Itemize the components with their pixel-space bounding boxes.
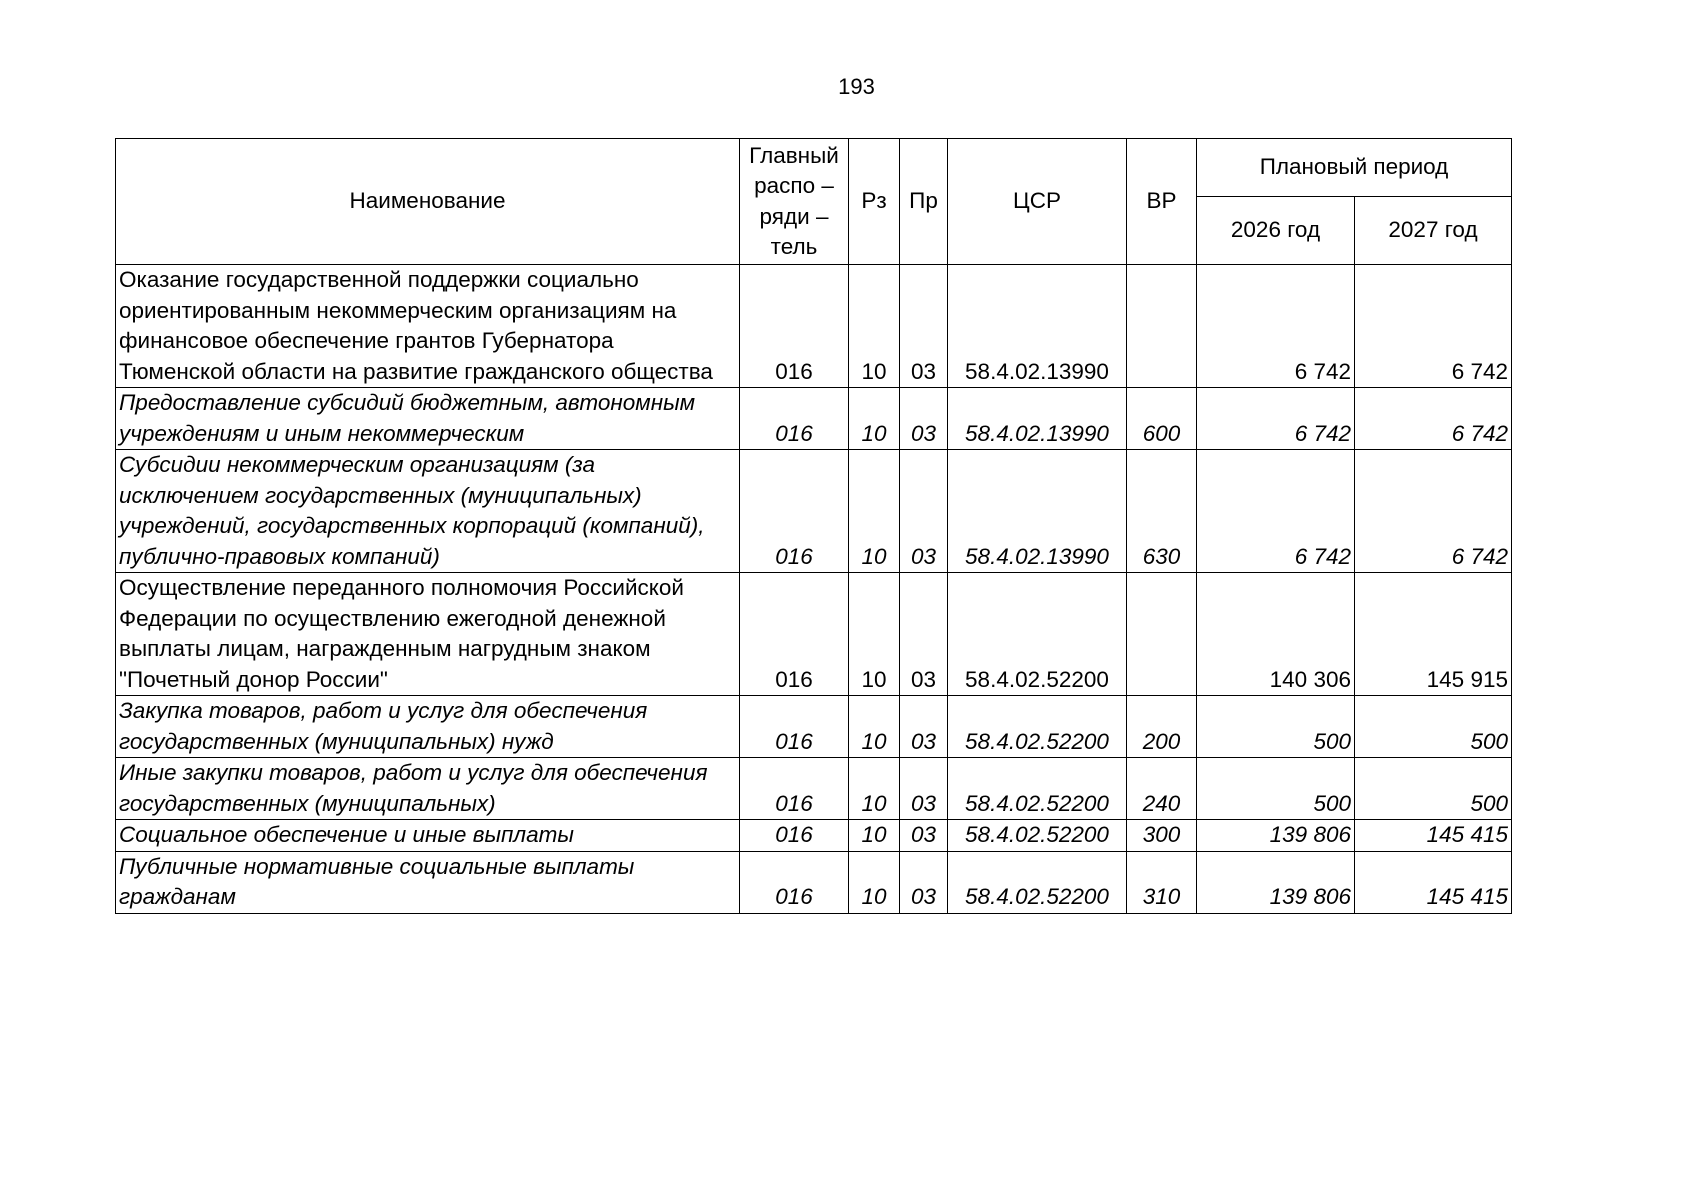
row-name: Субсидии некоммерческим организациям (за исключением государственных (муниципальных) учреждений, государственных корпораций (компаний), публично-правовых компаний)	[116, 450, 740, 573]
row-glavny: 016	[740, 388, 849, 450]
page-number: 193	[838, 74, 875, 99]
table-row	[116, 573, 1512, 696]
row-pr: 03	[900, 758, 948, 820]
table-row	[116, 388, 1512, 450]
row-name: Осуществление переданного полномочия Российской Федерации по осуществлению ежегодной денежной выплаты лицам, награжденным нагрудным знаком "Почетный донор России"	[116, 573, 740, 696]
row-glavny: 016	[740, 265, 849, 388]
row-rz: 10	[849, 573, 900, 696]
row-2026: 6 742	[1197, 388, 1355, 450]
row-name: Предоставление субсидий бюджетным, автономным учреждениям и иным некоммерческим	[116, 388, 740, 450]
row-csr: 58.4.02.52200	[948, 573, 1127, 696]
row-pr: 03	[900, 820, 948, 852]
row-2026: 139 806	[1197, 820, 1355, 852]
row-2027: 6 742	[1355, 265, 1512, 388]
row-pr: 03	[900, 388, 948, 450]
row-2026: 6 742	[1197, 450, 1355, 573]
row-vr	[1127, 265, 1197, 388]
table-row	[116, 851, 1512, 913]
row-pr: 03	[900, 573, 948, 696]
row-csr: 58.4.02.52200	[948, 820, 1127, 852]
row-2027: 145 915	[1355, 573, 1512, 696]
row-rz: 10	[849, 851, 900, 913]
table-row	[116, 696, 1512, 758]
row-glavny: 016	[740, 450, 849, 573]
row-2027: 6 742	[1355, 388, 1512, 450]
row-name: Публичные нормативные социальные выплаты гражданам	[116, 851, 740, 913]
table-row	[116, 820, 1512, 852]
row-vr	[1127, 573, 1197, 696]
row-csr: 58.4.02.52200	[948, 696, 1127, 758]
budget-table	[115, 138, 1512, 914]
row-glavny: 016	[740, 696, 849, 758]
row-name: Социальное обеспечение и иные выплаты	[116, 820, 740, 852]
row-rz: 10	[849, 758, 900, 820]
table-row	[116, 450, 1512, 573]
row-pr: 03	[900, 696, 948, 758]
row-rz: 10	[849, 820, 900, 852]
row-2026: 500	[1197, 758, 1355, 820]
row-glavny: 016	[740, 851, 849, 913]
row-pr: 03	[900, 265, 948, 388]
row-name: Иные закупки товаров, работ и услуг для обеспечения государственных (муниципальных)	[116, 758, 740, 820]
row-csr: 58.4.02.52200	[948, 851, 1127, 913]
row-2027: 500	[1355, 696, 1512, 758]
row-csr: 58.4.02.13990	[948, 265, 1127, 388]
row-rz: 10	[849, 696, 900, 758]
row-pr: 03	[900, 450, 948, 573]
row-2026: 6 742	[1197, 265, 1355, 388]
row-vr: 600	[1127, 388, 1197, 450]
header-year-2026: 2026 год	[1197, 197, 1355, 265]
header-csr: ЦСР	[948, 139, 1127, 265]
row-2026: 500	[1197, 696, 1355, 758]
header-glavny: Главный распо – ряди – тель	[740, 139, 849, 265]
header-vr: ВР	[1127, 139, 1197, 265]
row-vr: 200	[1127, 696, 1197, 758]
row-vr: 310	[1127, 851, 1197, 913]
row-2027: 6 742	[1355, 450, 1512, 573]
header-rz: Рз	[849, 139, 900, 265]
header-row	[116, 139, 1512, 197]
row-2027: 145 415	[1355, 851, 1512, 913]
row-glavny: 016	[740, 820, 849, 852]
row-rz: 10	[849, 388, 900, 450]
row-vr: 240	[1127, 758, 1197, 820]
row-vr: 630	[1127, 450, 1197, 573]
header-year-2027: 2027 год	[1355, 197, 1512, 265]
row-2027: 145 415	[1355, 820, 1512, 852]
row-glavny: 016	[740, 758, 849, 820]
row-csr: 58.4.02.13990	[948, 388, 1127, 450]
row-2026: 139 806	[1197, 851, 1355, 913]
row-csr: 58.4.02.52200	[948, 758, 1127, 820]
row-rz: 10	[849, 450, 900, 573]
row-csr: 58.4.02.13990	[948, 450, 1127, 573]
header-planned-period: Плановый период	[1197, 139, 1512, 197]
row-name: Оказание государственной поддержки социально ориентированным некоммерческим организациям на финансовое обеспечение грантов Губернатора Тюменской области на развитие гражданского общества	[116, 265, 740, 388]
row-glavny: 016	[740, 573, 849, 696]
row-rz: 10	[849, 265, 900, 388]
header-pr: Пр	[900, 139, 948, 265]
header-name: Наименование	[116, 139, 740, 265]
row-2027: 500	[1355, 758, 1512, 820]
row-2026: 140 306	[1197, 573, 1355, 696]
row-vr: 300	[1127, 820, 1197, 852]
row-pr: 03	[900, 851, 948, 913]
row-name: Закупка товаров, работ и услуг для обеспечения государственных (муниципальных) нужд	[116, 696, 740, 758]
table-row	[116, 265, 1512, 388]
table-row	[116, 758, 1512, 820]
